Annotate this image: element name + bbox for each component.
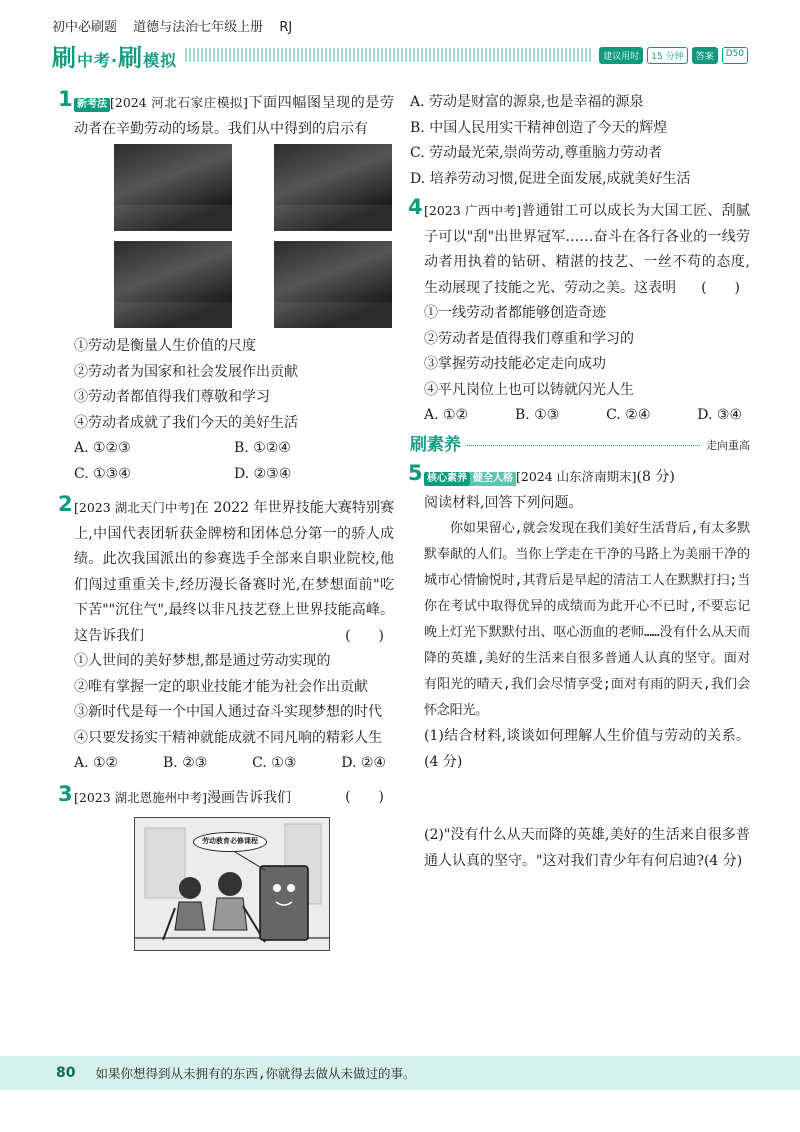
question-source: [2023 湖北天门中考]	[74, 500, 195, 515]
header-tags	[599, 47, 748, 64]
section-divider	[467, 445, 700, 446]
header-breadcrumb	[52, 16, 304, 35]
footer-quote: 如果你想得到从未拥有的东西,你就得去做从未做过的事。	[95, 1066, 416, 1081]
time-label: 建议用时	[599, 47, 643, 64]
left-column	[58, 87, 395, 951]
question-stem: 漫画告诉我们	[207, 789, 292, 806]
answer-paren: ( )	[701, 279, 740, 296]
header-band	[52, 40, 748, 70]
time-value: 15 分钟	[647, 47, 687, 64]
option-c[interactable]: C. ②④	[606, 407, 651, 423]
question-number: 4	[408, 195, 423, 219]
labor-photo-3	[114, 241, 232, 328]
question-number: 1	[58, 87, 73, 111]
question-source: [2023 湖北恩施州中考]	[74, 789, 208, 805]
options	[74, 751, 394, 777]
core-literacy-badge: 核心素养	[424, 472, 470, 486]
new-method-badge: 新考法	[74, 98, 110, 112]
question-number: 5	[408, 461, 423, 485]
option-a[interactable]: A. ①②	[74, 755, 119, 771]
option-a[interactable]: A. ①②③	[74, 440, 131, 456]
statement: ①人世间的美好梦想,都是通过劳动实现的	[74, 653, 331, 669]
question-stem: 在 2022 年世界技能大赛特别赛上,中国代表团斩获金牌榜和团体总分第一的骄人成绩。此次我国派出的参赛选手全部来自职业院校,他们闯过重重关卡,经历漫长备赛时光,在梦想面前"吃下苦""沉住气",最终以非凡技艺登上世界技能高峰。这告诉我们	[74, 500, 395, 644]
statement: ④平凡岗位上也可以铸就闪光人生	[424, 381, 634, 398]
cartoon-sign-label: 劳动教育必修课程	[193, 832, 267, 852]
option-d[interactable]: D. ③④	[697, 407, 742, 423]
personality-badge: 健全人格	[470, 472, 516, 486]
option-b[interactable]: B. 中国人民用实干精神创造了今天的辉煌	[410, 119, 668, 136]
labor-photo-2	[274, 144, 392, 231]
header-stripes	[185, 48, 591, 62]
statement: ②劳动者为国家和社会发展作出贡献	[74, 363, 298, 380]
question-number: 2	[58, 492, 73, 516]
option-d[interactable]: D. ②④	[341, 755, 386, 771]
photo-grid	[114, 144, 345, 328]
edition: RJ	[279, 20, 293, 35]
statement: ③劳动者都值得我们尊敬和学习	[74, 389, 270, 405]
question-stem: 下面四幅图呈现的是劳动者在辛勤劳动的场景。我们从中得到的启示有	[74, 95, 395, 137]
question-source: [2023 广西中考]	[424, 203, 522, 218]
statement: ③新时代是每一个中国人通过奋斗实现梦想的时代	[74, 704, 382, 720]
answer-paren: ( )	[345, 788, 384, 805]
page-number: 80	[56, 1065, 76, 1081]
question-1	[58, 87, 395, 487]
options	[424, 403, 750, 429]
question-intro: 阅读材料,回答下列问题。	[424, 494, 583, 511]
labor-photo-1	[114, 144, 232, 231]
answer-label: 答案	[692, 47, 718, 64]
option-c[interactable]: C. ①③	[252, 755, 297, 771]
right-column	[410, 90, 750, 914]
statement: ②劳动者是值得我们尊重和学习的	[424, 330, 634, 347]
option-b[interactable]: B. ①③	[515, 407, 560, 423]
question-3	[58, 781, 394, 952]
option-a[interactable]: A. ①②	[424, 407, 469, 423]
question-score: (8 分)	[636, 469, 675, 485]
labor-photo-4	[274, 241, 392, 328]
answer-space-1[interactable]	[424, 775, 750, 823]
question-number: 3	[58, 781, 73, 806]
option-c[interactable]: C. ①③④	[74, 465, 131, 482]
option-a[interactable]: A. 劳动是财富的源泉,也是幸福的源泉	[410, 94, 644, 110]
reading-passage: 你如果留心,就会发现在我们美好生活背后,有太多默默奉献的人们。当你上学走在干净的马路上为美丽干净的城市心情愉悦时,其背后是早起的清洁工人在默默打扫;当你在考试中取得优异的成绩而为此开心不已时,不要忘记晚上灯光下默默付出、呕心沥血的老师……没有什么从天而降的英雄,美好的生活来自很多普通人认真的坚守。面对有阳光的晴天,我们会尽情享受;面对有雨的阴天,我们会怀念阳光。	[424, 521, 750, 718]
page-footer	[0, 1056, 800, 1090]
question-5	[408, 461, 750, 914]
question-4	[408, 195, 750, 429]
page-title: 刷中考·刷模拟	[52, 43, 178, 72]
question-2	[58, 492, 395, 777]
answer-page: D50	[722, 47, 748, 64]
question-source: [2024 山东济南期末]	[516, 469, 637, 484]
section-header	[410, 433, 750, 459]
options	[74, 436, 394, 487]
question-source: [2024 河北石家庄模拟]	[110, 95, 248, 110]
section-title: 刷素养	[410, 434, 461, 455]
option-d[interactable]: D. 培养劳动习惯,促进全面发展,成就美好生活	[410, 170, 691, 187]
question-stem: 普通钳工可以成长为大国工匠、刮腻子可以"刮"出世界冠军……奋斗在各行各业的一线劳动者用执着的钻研、精湛的技艺、一丝不苟的态度,生动展现了技能之光、劳动之美。这表明	[424, 203, 750, 296]
option-b[interactable]: B. ②③	[163, 755, 208, 771]
series-name: 初中必刷题	[52, 20, 118, 35]
option-b[interactable]: B. ①②④	[234, 440, 291, 456]
statement: ④劳动者成就了我们今天的美好生活	[74, 414, 298, 431]
question-3-options	[410, 90, 750, 192]
sub-question-1: (1)结合材料,谈谈如何理解人生价值与劳动的关系。(4 分)	[424, 728, 750, 770]
cartoon-image	[134, 817, 330, 951]
statement: ①劳动是衡量人生价值的尺度	[74, 338, 256, 354]
option-d[interactable]: D. ②③④	[234, 465, 292, 482]
answer-space-2[interactable]	[424, 874, 750, 914]
statement: ③掌握劳动技能必定走向成功	[424, 356, 606, 372]
sub-question-2: (2)"没有什么从天而降的英雄,美好的生活来自很多普通人认真的坚守。"这对我们青少年有何启迪?(4 分)	[424, 827, 750, 869]
book-name: 道德与法治七年级上册	[133, 20, 264, 35]
section-tag: 走向重高	[706, 438, 750, 452]
statement: ④只要发扬实干精神就能成就不同凡响的精彩人生	[74, 729, 382, 746]
answer-paren: ( )	[345, 627, 384, 644]
option-c[interactable]: C. 劳动最光荣,崇尚劳动,尊重脑力劳动者	[410, 145, 663, 161]
statement: ②唯有掌握一定的职业技能才能为社会作出贡献	[74, 678, 368, 695]
statement: ①一线劳动者都能够创造奇迹	[424, 305, 606, 321]
